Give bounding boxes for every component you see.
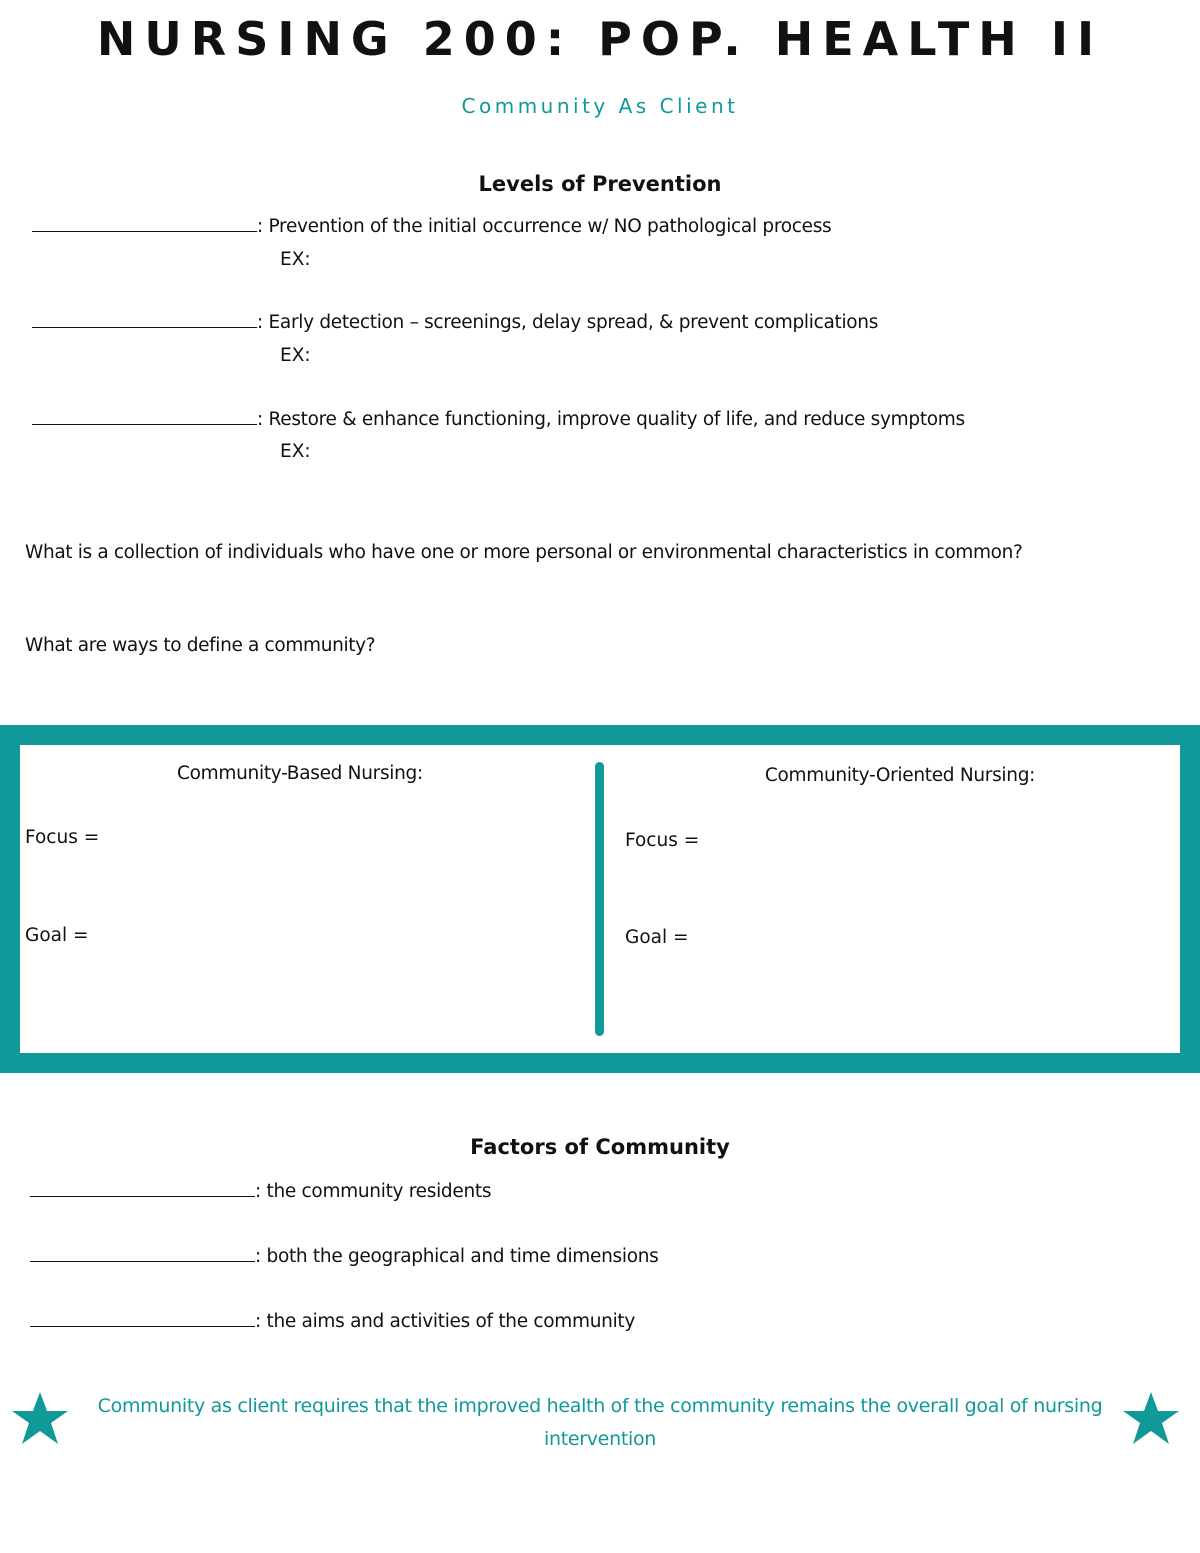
community-oriented-goal: Goal = bbox=[625, 927, 689, 948]
prevention-item-text: : Restore & enhance functioning, improve quality of life, and reduce symptoms bbox=[257, 409, 965, 430]
fill-in-blank[interactable] bbox=[32, 326, 257, 328]
fill-in-blank[interactable] bbox=[30, 1260, 255, 1262]
star-icon bbox=[1121, 1390, 1181, 1446]
prevention-example-label: EX: bbox=[280, 249, 311, 270]
prevention-item-primary bbox=[32, 216, 831, 237]
page-title: NURSING 200: POP. HEALTH II bbox=[96, 12, 1104, 66]
factor-item-text: : both the geographical and time dimensions bbox=[255, 1246, 659, 1267]
page-subtitle: Community As Client bbox=[461, 94, 739, 118]
community-oriented-focus: Focus = bbox=[625, 830, 700, 851]
community-based-goal: Goal = bbox=[25, 925, 89, 946]
factor-item-people bbox=[30, 1181, 491, 1202]
footer-note: Community as client requires that the improved health of the community remains the overall goal of nursing intervention bbox=[97, 1395, 1103, 1450]
fill-in-blank[interactable] bbox=[30, 1325, 255, 1327]
column-divider bbox=[595, 762, 604, 1036]
community-based-heading: Community-Based Nursing: bbox=[177, 763, 423, 784]
fill-in-blank[interactable] bbox=[32, 423, 257, 425]
factor-item-function bbox=[30, 1311, 635, 1332]
community-oriented-heading: Community-Oriented Nursing: bbox=[764, 765, 1036, 786]
factor-item-place bbox=[30, 1246, 658, 1267]
prevention-item-tertiary bbox=[32, 409, 965, 430]
question-define-community: What are ways to define a community? bbox=[25, 635, 376, 656]
factor-item-text: : the aims and activities of the community bbox=[255, 1311, 636, 1332]
factor-item-text: : the community residents bbox=[255, 1181, 492, 1202]
fill-in-blank[interactable] bbox=[30, 1195, 255, 1197]
fill-in-blank[interactable] bbox=[32, 230, 257, 232]
question-population: What is a collection of individuals who have one or more personal or environmental characteristics in common? bbox=[25, 542, 1023, 563]
prevention-item-text: : Prevention of the initial occurrence w/ NO pathological process bbox=[257, 216, 832, 237]
community-based-focus: Focus = bbox=[25, 827, 100, 848]
prevention-heading: Levels of Prevention bbox=[478, 172, 722, 196]
prevention-example-label: EX: bbox=[280, 345, 311, 366]
prevention-item-secondary bbox=[32, 312, 878, 333]
prevention-example-label: EX: bbox=[280, 441, 311, 462]
star-icon bbox=[10, 1390, 70, 1446]
factors-heading: Factors of Community bbox=[470, 1135, 730, 1159]
prevention-item-text: : Early detection – screenings, delay spread, & prevent complications bbox=[257, 312, 879, 333]
